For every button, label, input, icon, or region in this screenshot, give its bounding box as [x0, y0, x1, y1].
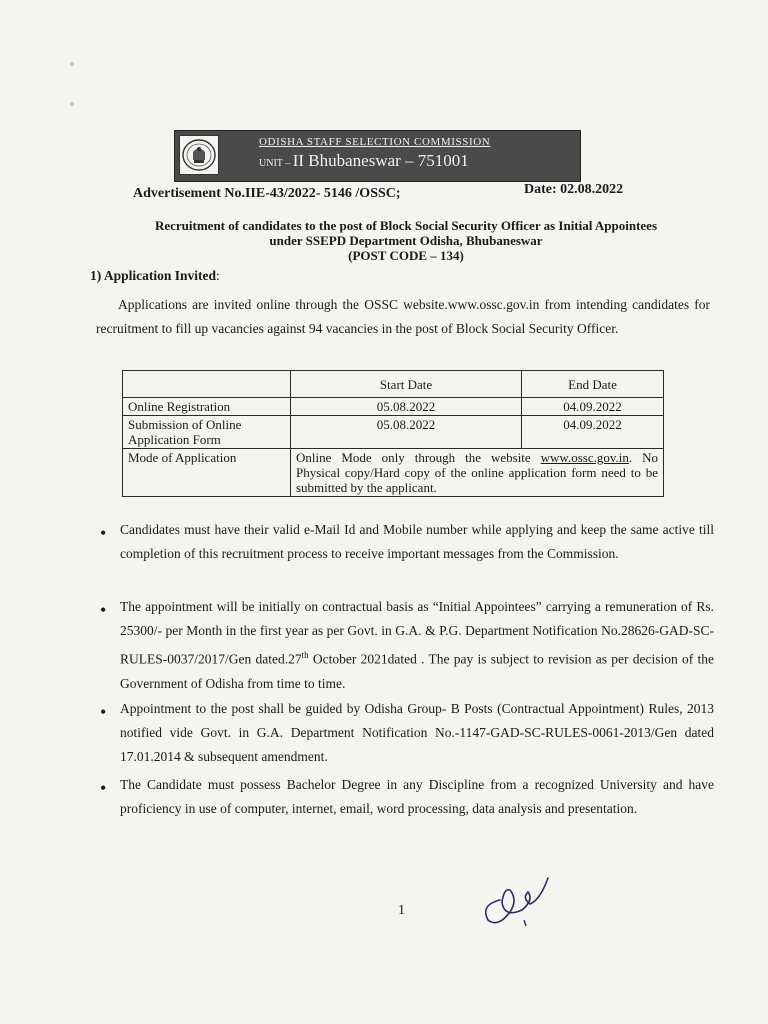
row-label: Online Registration [123, 398, 291, 416]
mode-text-post: . No Physical copy/Hard copy of the online application form need to be submitted by the applicant. [296, 450, 658, 495]
title-line-1: Recruitment of candidates to the post of Block Social Security Officer as Initial Appointees [154, 218, 658, 233]
table-row [123, 449, 664, 497]
row-start: 05.08.2022 [291, 416, 522, 449]
bullet-text: The appointment will be initially on contractual basis as “Initial Appointees” carrying a remuneration of Rs. 25300/- per Month in the first year as per Govt. in G.A. & P.G. Department Notification No.28626-GAD-SC-RULES-0037/2017/Gen dated.27 [120, 599, 714, 667]
table-row [123, 416, 664, 449]
col-end-date: End Date [522, 371, 664, 398]
row-start: 05.08.2022 [291, 398, 522, 416]
signature-icon [470, 860, 560, 930]
bullet-item [120, 595, 714, 696]
margin-mark [70, 102, 74, 106]
org-name: ODISHA STAFF SELECTION COMMISSION [259, 136, 491, 148]
bullet-icon: • [100, 778, 107, 798]
row-label: Submission of Online Application Form [123, 416, 291, 449]
row-end: 04.09.2022 [522, 398, 664, 416]
bullet-icon: • [100, 702, 107, 722]
advertisement-number: Advertisement No.IIE-43/2022- 5146 /OSSC; [133, 186, 401, 201]
ossc-emblem-icon [179, 135, 219, 175]
col-start-date: Start Date [291, 371, 522, 398]
table-header-row [123, 371, 664, 398]
advertisement-date: Date: 02.08.2022 [524, 182, 624, 197]
row-label: Mode of Application [123, 449, 291, 497]
schedule-table [122, 370, 664, 497]
intro-paragraph: Applications are invited online through the OSSC website.www.ossc.gov.in from intending candidates for recruitment to fill up vacancies against 94 vacancies in the post of Block Social Security Officer. [96, 297, 710, 336]
bullet-text: October 2021dated . The pay is subject to revision as per decision of the Government of Odisha from time to time. [120, 651, 714, 691]
unit-location: II Bhubaneswar – 751001 [292, 151, 469, 170]
table-cell [123, 371, 291, 398]
margin-mark [70, 62, 74, 66]
bullet-item: The Candidate must possess Bachelor Degree in any Discipline from a recognized University and have proficiency in use of computer, internet, email, word processing, data analysis and presentation. [120, 777, 714, 816]
title-line-3: (POST CODE – 134) [348, 248, 464, 263]
ossc-website-link[interactable]: www.ossc.gov.in [540, 450, 629, 465]
mode-text-pre: Online Mode only through the website [296, 450, 541, 465]
section-heading [90, 268, 220, 284]
unit-prefix: UNIT – [259, 158, 293, 169]
page-number: 1 [398, 903, 405, 918]
bullet-icon: • [100, 523, 107, 543]
bullet-icon: • [100, 600, 107, 620]
bullet-item: Appointment to the post shall be guided by Odisha Group- B Posts (Contractual Appointment) Rules, 2013 notified vide Govt. in G.A. Department Notification No.-1147-GAD-SC-RULES-0061-2013/Gen dated 17.01.2014 & subsequent amendment. [120, 701, 714, 764]
table-row [123, 398, 664, 416]
letterhead-banner [174, 130, 581, 182]
unit-address [259, 151, 469, 171]
superscript: th [301, 650, 309, 660]
row-end: 04.09.2022 [522, 416, 664, 449]
section-heading-text: 1) Application Invited [90, 268, 217, 283]
title-line-2: under SSEPD Department Odisha, Bhubaneswar [269, 233, 543, 248]
bullet-item: Candidates must have their valid e-Mail Id and Mobile number while applying and keep the same active till completion of this recruitment process to receive important messages from the Commission. [120, 522, 714, 561]
mode-of-application [291, 449, 664, 497]
section-heading-colon: : [216, 268, 220, 283]
